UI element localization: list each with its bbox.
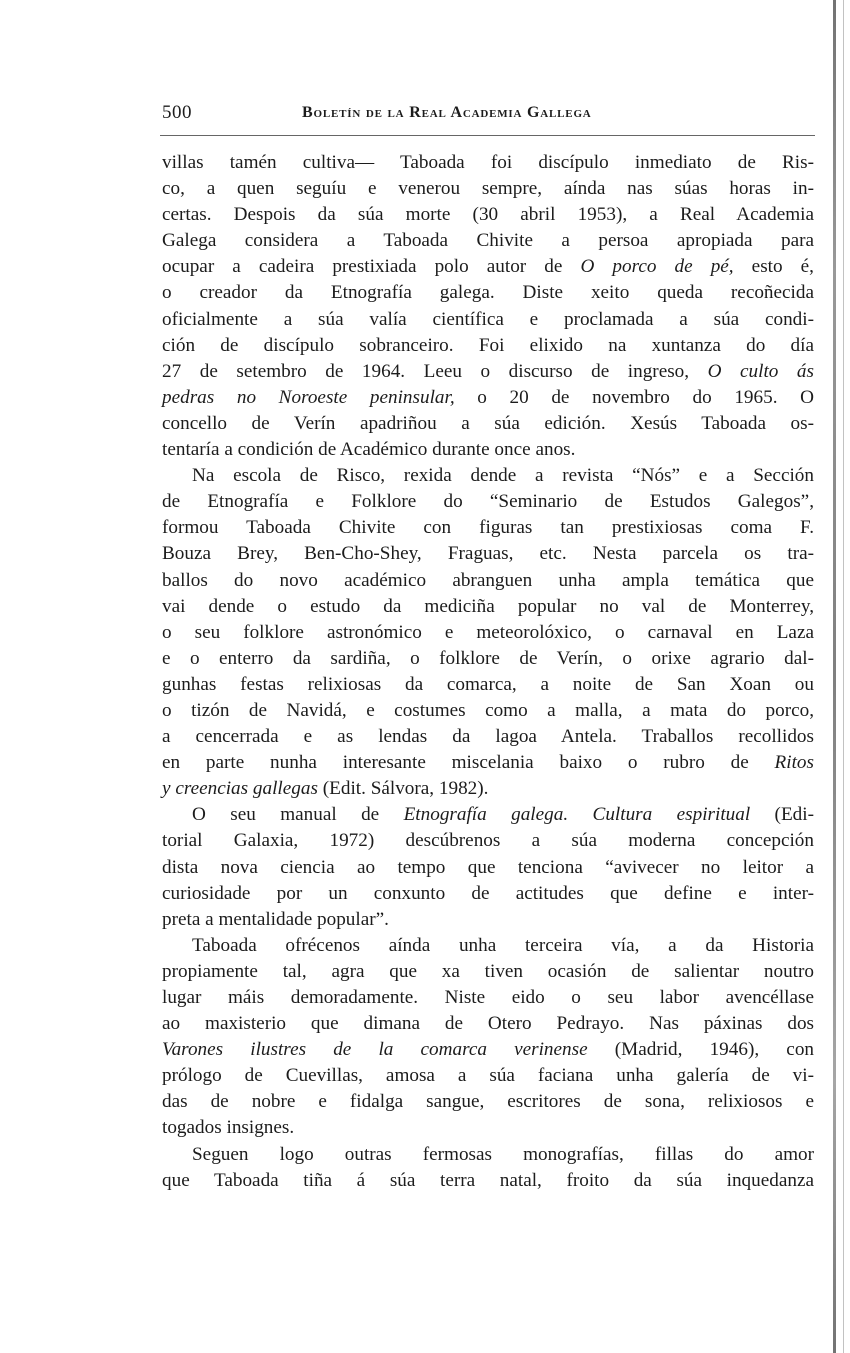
running-title: Boletín de la Real Academia Gallega: [302, 104, 592, 121]
text-run: 27 de setembro de 1964. Leeu o discurso de ingreso,: [162, 360, 708, 382]
text-line: [162, 594, 814, 620]
text-line: [162, 855, 814, 881]
text-line: [162, 881, 814, 907]
text-line: [162, 411, 814, 437]
text-line: [162, 1089, 814, 1115]
text-run: Bouza Brey, Ben-Cho-Shey, Fraguas, etc. Nesta parcela os tra-: [162, 543, 814, 565]
paragraph: [162, 1142, 814, 1194]
text-run: villas tamén cultiva— Taboada foi discípulo inmediato de Ris-: [162, 152, 814, 173]
italic-title: Ritos: [774, 752, 814, 774]
text-run: o creador da Etnografía galega. Diste xeito queda recoñecida: [162, 282, 814, 304]
text-line: [162, 1011, 814, 1037]
text-line: [162, 333, 814, 359]
text-run: co, a quen seguíu e venerou sempre, aínda nas súas horas in-: [162, 178, 814, 200]
italic-title: Varones ilustres de la comarca verinense: [162, 1039, 588, 1061]
text-line: [162, 620, 814, 646]
text-run: o seu folklore astronómico e meteorolóxico, o carnaval en Laza: [162, 621, 814, 643]
italic-title: Etnografía galega. Cultura espiritual: [403, 804, 751, 826]
text-run: curiosidade por un conxunto de actitudes que define e inter-: [162, 882, 814, 904]
text-line: [162, 698, 814, 724]
text-run: ocupar a cadeira prestixiada polo autor de: [162, 256, 581, 278]
text-run: formou Taboada Chivite con figuras tan prestixiosas coma F.: [162, 517, 814, 539]
text-run: ción de discípulo sobranceiro. Foi elixido na xuntanza do día: [162, 334, 814, 356]
text-line: [162, 828, 814, 854]
header-rule: [160, 135, 815, 136]
text-run: (Edi-: [750, 804, 814, 826]
text-line: [162, 202, 814, 228]
text-run: a cencerrada e as lendas da lagoa Antela. Traballos recollidos: [162, 726, 814, 748]
text-line: [162, 437, 814, 463]
text-run: (Madrid, 1946), con: [587, 1039, 815, 1061]
italic-title: O culto ás: [707, 360, 814, 382]
paragraph: [162, 150, 814, 463]
text-line: [162, 776, 814, 802]
paragraph: [162, 802, 814, 932]
text-run: das de nobre e fidalga sangue, escritores de sona, relixiosos e: [162, 1091, 814, 1113]
text-line: [162, 254, 814, 280]
text-run: gunhas festas relixiosas da comarca, a noite de San Xoan ou: [162, 673, 814, 695]
text-run: vai dende o estudo da mediciña popular no val de Monterrey,: [162, 595, 814, 617]
text-run: preta a mentalidade popular”.: [162, 908, 389, 930]
text-run: concello de Verín apadriñou a súa edición. Xesús Taboada os-: [162, 412, 814, 434]
text-line: [162, 463, 814, 489]
scan-edge: [833, 0, 836, 1353]
text-run: (Edit. Sálvora, 1982).: [317, 778, 489, 800]
text-line: [162, 359, 814, 385]
italic-title: pedras no Noroeste peninsular,: [162, 386, 455, 408]
text-line: [162, 907, 814, 933]
scan-edge-shadow: [843, 0, 844, 1353]
text-run: togados insignes.: [162, 1117, 295, 1139]
text-run: propiamente tal, agra que xa tiven ocasión de salientar noutro: [162, 960, 814, 982]
text-line: [162, 646, 814, 672]
text-run: ballos do novo académico abranguen unha ampla temática que: [162, 569, 814, 591]
text-run: e o enterro da sardiña, o folklore de Verín, o orixe agrario dal-: [162, 647, 814, 669]
text-line: [162, 933, 814, 959]
text-run: torial Galaxia, 1972) descúbrenos a súa moderna concepción: [162, 830, 814, 852]
text-run: o tizón de Navidá, e costumes como a malla, a mata do porco,: [162, 699, 814, 721]
text-line: [162, 1063, 814, 1089]
text-run: prólogo de Cuevillas, amosa a súa faciana unha galería de vi-: [162, 1065, 814, 1087]
text-line: [162, 228, 814, 254]
page-number: 500: [162, 102, 192, 123]
text-run: O seu manual de: [192, 804, 404, 826]
text-line: [162, 515, 814, 541]
text-line: [162, 985, 814, 1011]
page-header: [162, 102, 812, 132]
text-run: lugar máis demoradamente. Niste eido o seu labor avencéllase: [162, 987, 814, 1008]
text-run: certas. Despois da súa morte (30 abril 1953), a Real Academia: [162, 204, 814, 226]
text-line: [162, 307, 814, 333]
text-run: Na escola de Risco, rexida dende a revista “Nós” e a Sección: [192, 465, 814, 487]
text-line: [162, 1142, 814, 1168]
text-line: [162, 176, 814, 202]
text-run: Taboada ofrécenos aínda unha terceira vía, a da Historia: [192, 934, 814, 956]
text-line: [162, 385, 814, 411]
paragraph: [162, 463, 814, 802]
text-line: [162, 1037, 814, 1063]
text-line: [162, 280, 814, 306]
text-run: de Etnografía e Folklore do “Seminario de Estudos Galegos”,: [162, 491, 814, 513]
text-run: o 20 de novembro do 1965. O: [454, 386, 814, 408]
text-run: Seguen logo outras fermosas monografías, fillas do amor: [192, 1143, 814, 1165]
italic-title: y creencias gallegas: [162, 778, 318, 800]
text-run: ao maxisterio que dimana de Otero Pedrayo. Nas páxinas dos: [162, 1013, 814, 1035]
text-line: [162, 672, 814, 698]
text-run: oficialmente a súa valía científica e proclamada a súa condi-: [162, 308, 814, 330]
text-run: dista nova ciencia ao tempo que tenciona “avivecer no leitor a: [162, 856, 814, 878]
text-line: [162, 489, 814, 515]
text-run: Galega considera a Taboada Chivite a persoa apropiada para: [162, 230, 814, 252]
text-run: esto é,: [733, 256, 814, 278]
text-line: [162, 959, 814, 985]
text-line: [162, 750, 814, 776]
text-line: [162, 802, 814, 828]
text-run: tentaría a condición de Académico durante once anos.: [162, 439, 576, 461]
italic-title: O porco de pé,: [580, 256, 734, 278]
text-line: [162, 541, 814, 567]
text-line: [162, 724, 814, 750]
text-line: [162, 568, 814, 594]
text-line: [162, 1168, 814, 1194]
paragraph: [162, 933, 814, 1142]
article-body: [162, 150, 814, 1194]
text-line: [162, 150, 814, 176]
text-run: en parte nunha interesante miscelania baixo o rubro de: [162, 752, 775, 774]
text-line: [162, 1115, 814, 1141]
text-run: que Taboada tiña á súa terra natal, froito da súa inquedanza: [162, 1169, 814, 1191]
